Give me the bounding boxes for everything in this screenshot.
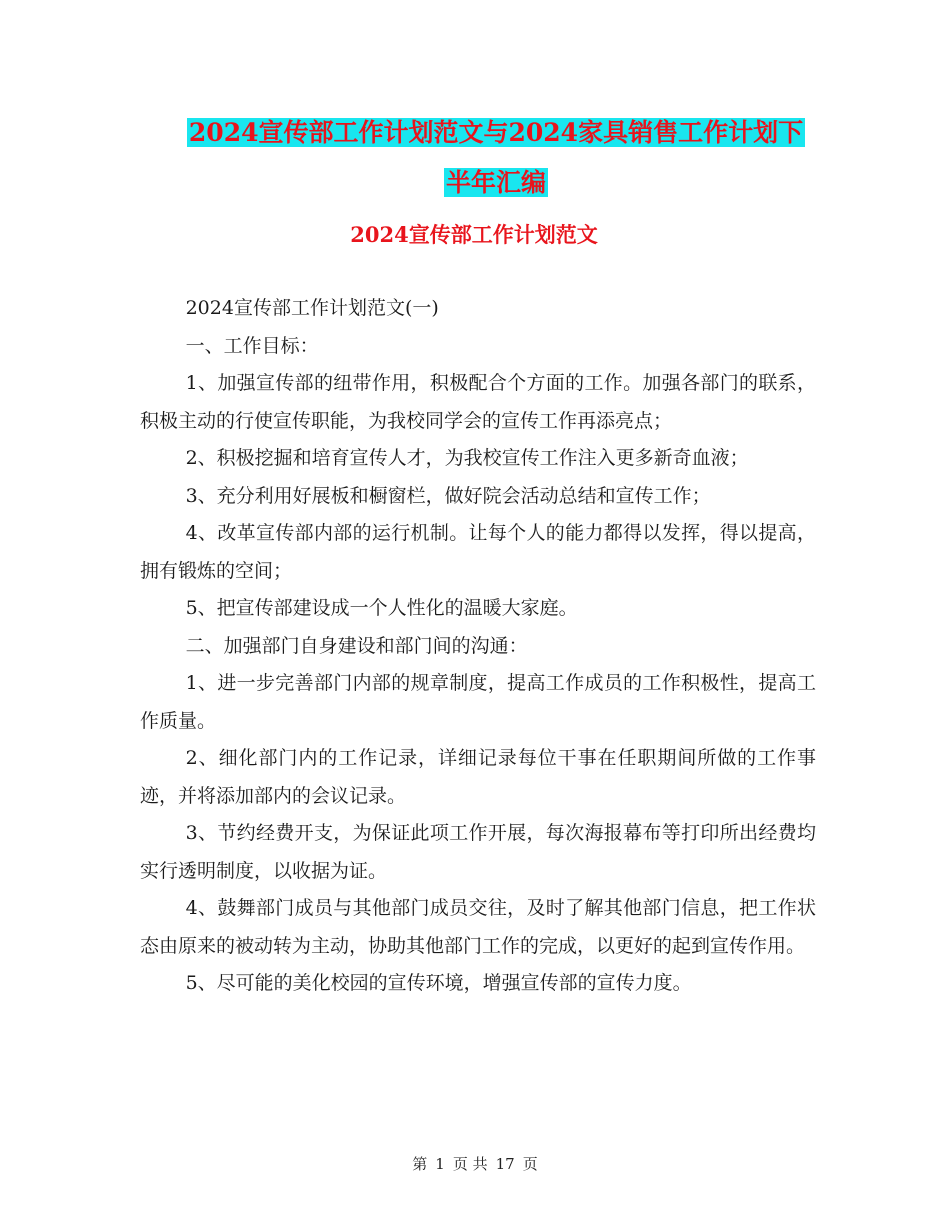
paragraph: 4、改革宣传部内部的运行机制。让每个人的能力都得以发挥，得以提高，拥有锻炼的空间；: [140, 522, 816, 582]
paragraph: 3、节约经费开支，为保证此项工作开展，每次海报幕布等打印所出经费均实行透明制度，以收据为证。: [140, 822, 816, 882]
section-title: 2024宣传部工作计划范文: [350, 222, 598, 247]
paragraph: 4、鼓舞部门成员与其他部门成员交往，及时了解其他部门信息，把工作状态由原来的被动转为主动，协助其他部门工作的完成，以更好的起到宣传作用。: [140, 897, 816, 957]
paragraph: 一、工作目标：: [185, 334, 319, 357]
paragraph: 5、把宣传部建设成一个人性化的温暖大家庭。: [185, 597, 578, 619]
paragraph: 3、充分利用好展板和橱窗栏，做好院会活动总结和宣传工作；: [185, 484, 711, 507]
document-title-line-2: 半年汇编: [445, 168, 546, 197]
page-footer: [0, 1153, 950, 1174]
document-body: [140, 290, 816, 1003]
paragraph: 1、加强宣传部的纽带作用，积极配合个方面的工作。加强各部门的联系，积极主动的行使宣传职能，为我校同学会的宣传工作再添亮点；: [140, 372, 816, 432]
paragraph: 5、尽可能的美化校园的宣传环境，增强宣传部的宣传力度。: [185, 972, 692, 994]
footer-page-number: 1: [435, 1155, 445, 1173]
paragraph: 1、进一步完善部门内部的规章制度，提高工作成员的工作积极性，提高工作质量。: [140, 672, 816, 732]
paragraph: 二、加强部门自身建设和部门间的沟通：: [185, 634, 528, 657]
paragraph: 2024宣传部工作计划范文(一): [185, 297, 439, 319]
footer-prefix: 第: [412, 1155, 428, 1173]
document-title-line-1: 2024宣传部工作计划范文与2024家具销售工作计划下: [188, 118, 804, 147]
paragraph: 2、细化部门内的工作记录，详细记录每位干事在任职期间所做的工作事迹，并将添加部内的会议记录。: [140, 747, 816, 807]
document-title: [140, 108, 852, 208]
footer-middle: 页 共: [452, 1155, 488, 1173]
footer-total-pages: 17: [495, 1155, 515, 1173]
paragraph: 2、积极挖掘和培育宣传人才，为我校宣传工作注入更多新奇血液；: [185, 447, 749, 469]
footer-suffix: 页: [522, 1155, 538, 1173]
